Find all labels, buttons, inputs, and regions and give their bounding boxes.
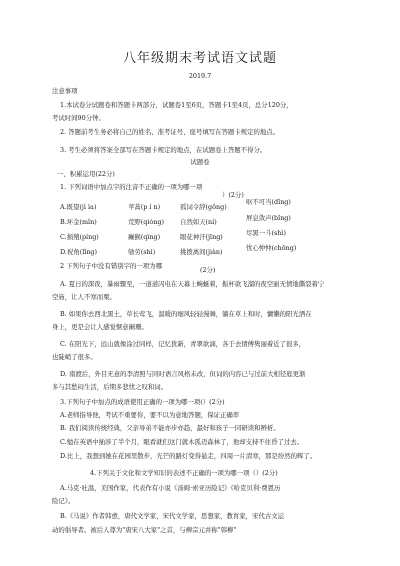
q2-option-d-line-2: 多与其愁闷生活，后期多悲忧之叹和词。 — [52, 383, 168, 391]
notice-1-line-2: 考试时间90分钟。 — [52, 114, 105, 122]
q1-option-d-word-4: 忧心忡忡(chōng) — [246, 244, 297, 252]
q1-option-c: C.损殖(píng) — [60, 233, 99, 241]
notice-heading: 注意事项 — [52, 87, 78, 95]
q2-option-a-line-1: A. 夏日的深夜，暴雨骤至，一道道闪电在天幕上蜿蜒着，振杯欲飞溜的夜空丽无情地撕裂着宁 — [60, 280, 325, 288]
q3-option-d: D.比上，我想到她在花园里散步，光芒的路灯变得悬走，四周一片清寒，那是纷然的辉了。 — [60, 452, 317, 460]
q3-option-c: C.勉在英语中插涉了半个月，眼看就们这门就木孤迈森林了，他却支持不住昏了过去。 — [60, 438, 304, 446]
q2-option-b-line-2: 身上，更是会让人感觉惬意阑珊。 — [52, 323, 148, 331]
q4-option-a-line-1: A.马克·吐温，美国作家，代表作有小说《汤姆·索亚历险记》《哈克贝利·费恩历 — [60, 484, 281, 492]
q1-option-c-word-2: 癫猴(qìng) — [128, 233, 161, 241]
q1-option-d-word-2: 劬劳(shì) — [128, 248, 156, 256]
question-2-score: (2分) — [200, 266, 216, 274]
notice-2: 2. 答题前考生务必将自己的姓名、准考证号、座号填写在答题卡规定的地点。 — [60, 128, 280, 136]
paper-label: 试题卷 — [190, 158, 210, 166]
question-4: 4.下列关于文化和文学知识的表述不正确的一项为哪一项（）(2分) — [90, 469, 278, 477]
q2-option-c-line-1: C. 在阳光下，远山就像涂过同样，记忆犹新，青翠欲滴，各于去情傅隽丽着近了很多， — [60, 340, 306, 348]
q1-option-d: D.祝角(lǐng) — [60, 248, 97, 256]
q3-option-a: A.老师指导他，考试不重要你，要不以为意地答题，保证正确率 — [60, 411, 240, 419]
q2-option-c-line-2: 也陡峭了很多。 — [52, 353, 97, 361]
question-3: 3.下列句子中加点的成语使用正确的一项为哪一项(）(2分) — [60, 398, 225, 406]
q1-option-c-word-3: 眼花神汗(jīng) — [180, 233, 223, 241]
q2-option-b-line-1: B. 如果你去西北黑土，草长莺飞，温暖的细风轻轻漫舞，躺在草上和时，慵懒的阳光洒在 — [60, 310, 312, 318]
q2-option-a-line-2: 空庙，让人不寒而栗。 — [52, 293, 116, 301]
question-1-score: ）(2分) — [222, 191, 244, 199]
page-title: 八年级期末考试语文试题 — [122, 51, 277, 66]
q3-option-b: B. 我们阅读传统经典，父亲导弟不能亦步亦趋，最好和孩子一同研读和辨析。 — [60, 424, 280, 432]
q1-option-a: A.既望(jì ìa) — [60, 203, 97, 211]
exam-date: 2019.7 — [188, 72, 212, 80]
q1-option-d-word-3: 挑拨离间(jiàn) — [180, 248, 223, 256]
q2-option-d-line-1: D. 南渡后，外目无意的李清照与同时语言风格未改，但词的内容已与过前大相径庭更渐 — [60, 370, 306, 378]
q1-option-a-word-3: 孤词令辞(gōng) — [180, 203, 227, 211]
question-1: 1. 下列词语中加点字的注音不正确的一项为哪一项 — [60, 183, 203, 191]
q4-option-b-line-2: 动的倡导者。被后人尊为"唐宋八大家"之首，与柳宗元并称"韩柳" — [52, 526, 237, 534]
q4-option-a-line-2: 险记》。 — [52, 497, 75, 505]
q1-option-c-word-4: 尽黑一斗(shì) — [246, 229, 286, 237]
q1-option-b-word-3: 自然如天(ní) — [180, 218, 217, 226]
question-2: 2 下列句子中没有错别字的一项为哪 — [60, 262, 162, 270]
notice-3: 3. 考生必须将答案全部写在答题卡规定的地点，在试题卷上答题不得分。 — [60, 146, 267, 154]
notice-1-line-1: 1.本试卷分试题卷和答题卡两部分，试题卷1至6页，答题卡1至4页，总分120分， — [60, 101, 293, 109]
q1-option-b-word-4: 屏息敛声(bǐng) — [246, 214, 291, 222]
q1-option-a-word-2: 苹蒿(p í n) — [128, 203, 161, 211]
q1-option-b: B.坏金(mǐn) — [60, 218, 97, 226]
q4-option-b-line-1: B.《马说》作者韩愈，唐代文学家，宋代文学家，思想家，教育家，宋代古文运 — [60, 512, 285, 520]
q1-option-a-word-4: 呕不可当(dǐng) — [246, 198, 291, 206]
q1-option-b-word-2: 荒野(qióng) — [128, 218, 164, 226]
part-1-heading: 一、积累运用(22分) — [57, 170, 115, 178]
